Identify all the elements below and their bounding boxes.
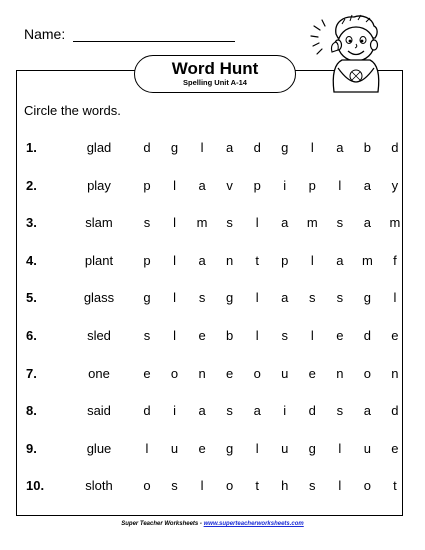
- letter-cell[interactable]: n: [391, 365, 399, 381]
- letter-cell[interactable]: l: [145, 440, 149, 456]
- letter-cell[interactable]: o: [363, 365, 371, 381]
- letter-sequence: [140, 328, 402, 343]
- word-row: [0, 478, 425, 498]
- footer-separator: -: [198, 521, 204, 527]
- letter-cell[interactable]: d: [143, 403, 151, 419]
- letter-cell[interactable]: i: [283, 177, 287, 193]
- letter-cell[interactable]: a: [281, 290, 289, 306]
- letter-cell[interactable]: g: [363, 290, 371, 306]
- letter-cell[interactable]: d: [143, 140, 151, 155]
- word-row: [0, 215, 425, 235]
- target-word: said: [87, 403, 111, 419]
- letter-cell[interactable]: s: [336, 290, 344, 306]
- letter-cell[interactable]: b: [363, 140, 371, 155]
- row-number: 9.: [26, 440, 37, 456]
- target-word: plant: [84, 252, 114, 268]
- letter-cell[interactable]: a: [226, 140, 234, 155]
- letter-cell[interactable]: a: [281, 215, 289, 231]
- letter-cell[interactable]: m: [306, 215, 318, 231]
- letter-cell[interactable]: n: [226, 252, 234, 268]
- letter-cell[interactable]: d: [391, 140, 399, 155]
- letter-cell[interactable]: d: [391, 403, 399, 419]
- letter-cell[interactable]: l: [255, 290, 259, 306]
- letter-sequence: [140, 178, 402, 193]
- letter-cell[interactable]: e: [198, 440, 206, 456]
- word-row: [0, 366, 425, 386]
- letter-cell[interactable]: l: [310, 140, 314, 155]
- letter-cell[interactable]: g: [226, 440, 234, 456]
- letter-cell[interactable]: o: [363, 478, 371, 494]
- letter-cell[interactable]: l: [200, 478, 204, 494]
- letter-cell[interactable]: o: [170, 365, 179, 381]
- letter-cell[interactable]: n: [198, 365, 206, 381]
- letter-cell[interactable]: p: [253, 177, 261, 193]
- letter-cell[interactable]: g: [170, 140, 179, 155]
- letter-cell[interactable]: e: [143, 365, 151, 381]
- letter-cell[interactable]: e: [336, 328, 344, 343]
- letter-cell[interactable]: l: [173, 252, 176, 268]
- target-word: one: [88, 365, 110, 381]
- letter-sequence: [140, 441, 402, 456]
- word-row: [0, 328, 425, 348]
- letter-cell[interactable]: u: [170, 440, 179, 456]
- word-row: [0, 178, 425, 198]
- letter-cell[interactable]: o: [226, 478, 234, 494]
- word-row: [0, 441, 425, 461]
- letter-cell[interactable]: p: [281, 252, 289, 268]
- letter-cell[interactable]: v: [226, 177, 233, 193]
- footer-url-link[interactable]: www.superteacherworksheets.com: [203, 521, 304, 527]
- instruction-text: Circle the words.: [24, 103, 121, 118]
- letter-cell[interactable]: l: [310, 328, 314, 343]
- letter-sequence: [140, 215, 402, 230]
- row-number: 2.: [26, 177, 37, 193]
- letter-cell[interactable]: s: [309, 290, 316, 306]
- letter-cell[interactable]: s: [171, 478, 178, 494]
- letter-cell[interactable]: o: [253, 365, 261, 381]
- letter-cell[interactable]: s: [336, 403, 344, 419]
- boy-mascot-icon: [308, 12, 396, 94]
- letter-cell[interactable]: m: [361, 252, 373, 268]
- row-number: 3.: [26, 215, 37, 231]
- letter-cell[interactable]: s: [226, 215, 233, 231]
- letter-cell[interactable]: t: [255, 252, 259, 268]
- word-row: [0, 403, 425, 423]
- letter-cell[interactable]: u: [281, 365, 289, 381]
- letter-cell[interactable]: l: [338, 440, 342, 456]
- letter-cell[interactable]: g: [308, 440, 316, 456]
- letter-cell[interactable]: g: [281, 140, 289, 155]
- letter-sequence: [140, 403, 402, 418]
- letter-cell[interactable]: t: [393, 478, 397, 494]
- letter-cell[interactable]: l: [173, 177, 176, 193]
- letter-cell[interactable]: p: [143, 177, 151, 193]
- letter-cell[interactable]: a: [198, 252, 206, 268]
- letter-cell[interactable]: l: [255, 215, 259, 231]
- letter-cell[interactable]: m: [389, 215, 401, 231]
- name-label: Name:: [24, 26, 66, 42]
- row-number: 10.: [26, 478, 45, 494]
- letter-cell[interactable]: l: [393, 290, 397, 306]
- letter-cell[interactable]: e: [391, 328, 399, 343]
- letter-cell[interactable]: s: [198, 290, 206, 306]
- page-title: Word Hunt: [171, 59, 259, 78]
- letter-cell[interactable]: i: [173, 403, 176, 419]
- word-row: [0, 253, 425, 273]
- letter-cell[interactable]: l: [310, 252, 314, 268]
- footer-brand: Super Teacher Worksheets: [121, 521, 199, 527]
- letter-cell[interactable]: m: [196, 215, 208, 231]
- footer: [0, 521, 425, 527]
- letter-cell[interactable]: u: [363, 440, 371, 456]
- letter-cell[interactable]: l: [173, 215, 176, 231]
- letter-cell[interactable]: d: [308, 403, 316, 419]
- row-number: 5.: [26, 290, 37, 306]
- letter-sequence: [140, 478, 402, 493]
- letter-cell[interactable]: a: [336, 252, 344, 268]
- letter-sequence: [140, 290, 402, 305]
- letter-cell[interactable]: l: [200, 140, 204, 155]
- letter-sequence: [140, 366, 402, 381]
- letter-cell[interactable]: a: [336, 140, 344, 155]
- letter-cell[interactable]: y: [391, 177, 399, 193]
- target-word: sled: [87, 328, 111, 343]
- letter-cell[interactable]: a: [198, 403, 206, 419]
- letter-cell[interactable]: s: [143, 328, 151, 343]
- row-number: 4.: [26, 252, 37, 268]
- row-number: 1.: [26, 140, 37, 155]
- name-blank-line[interactable]: [73, 28, 235, 42]
- row-number: 8.: [26, 403, 37, 419]
- target-word: glue: [86, 440, 112, 456]
- letter-cell[interactable]: o: [143, 478, 151, 494]
- row-number: 6.: [26, 328, 37, 343]
- letter-cell[interactable]: d: [363, 328, 371, 343]
- letter-cell[interactable]: s: [281, 328, 288, 343]
- letter-cell[interactable]: i: [283, 403, 287, 419]
- letter-cell[interactable]: e: [391, 440, 399, 456]
- page-subtitle: Spelling Unit A-14: [183, 78, 247, 87]
- letter-cell[interactable]: s: [309, 478, 316, 494]
- letter-cell[interactable]: s: [336, 215, 344, 231]
- name-field-row: [24, 26, 235, 42]
- target-word: play: [87, 177, 111, 193]
- letter-cell[interactable]: l: [255, 328, 259, 343]
- letter-sequence: [140, 140, 402, 155]
- letter-cell[interactable]: f: [393, 252, 397, 268]
- letter-cell[interactable]: h: [281, 478, 289, 494]
- target-word: glass: [83, 290, 115, 306]
- target-word: glad: [86, 140, 112, 155]
- letter-cell[interactable]: a: [363, 215, 371, 231]
- letter-cell[interactable]: a: [253, 403, 261, 419]
- letter-cell[interactable]: e: [226, 365, 234, 381]
- letter-cell[interactable]: l: [338, 177, 342, 193]
- letter-cell[interactable]: l: [255, 440, 259, 456]
- letter-cell[interactable]: s: [143, 215, 151, 231]
- title-banner: [134, 55, 296, 93]
- row-number: 7.: [26, 365, 37, 381]
- letter-cell[interactable]: e: [308, 365, 316, 381]
- letter-cell[interactable]: t: [255, 478, 259, 494]
- word-row: [0, 290, 425, 310]
- letter-cell[interactable]: p: [143, 252, 151, 268]
- target-word: slam: [85, 215, 113, 231]
- letter-cell[interactable]: b: [226, 328, 234, 343]
- letter-cell[interactable]: e: [198, 328, 206, 343]
- letter-cell[interactable]: l: [173, 290, 176, 306]
- letter-cell[interactable]: s: [226, 403, 233, 419]
- letter-cell[interactable]: p: [308, 177, 316, 193]
- letter-sequence: [140, 253, 402, 268]
- letter-cell[interactable]: n: [336, 365, 344, 381]
- letter-cell[interactable]: a: [363, 177, 371, 193]
- letter-cell[interactable]: d: [253, 140, 261, 155]
- letter-cell[interactable]: l: [338, 478, 342, 494]
- letter-cell[interactable]: g: [226, 290, 234, 306]
- letter-cell[interactable]: a: [198, 177, 206, 193]
- letter-cell[interactable]: l: [173, 328, 176, 343]
- letter-cell[interactable]: g: [143, 290, 151, 306]
- letter-cell[interactable]: u: [281, 440, 289, 456]
- letter-cell[interactable]: a: [363, 403, 371, 419]
- target-word: sloth: [85, 478, 113, 494]
- word-row: [0, 140, 425, 160]
